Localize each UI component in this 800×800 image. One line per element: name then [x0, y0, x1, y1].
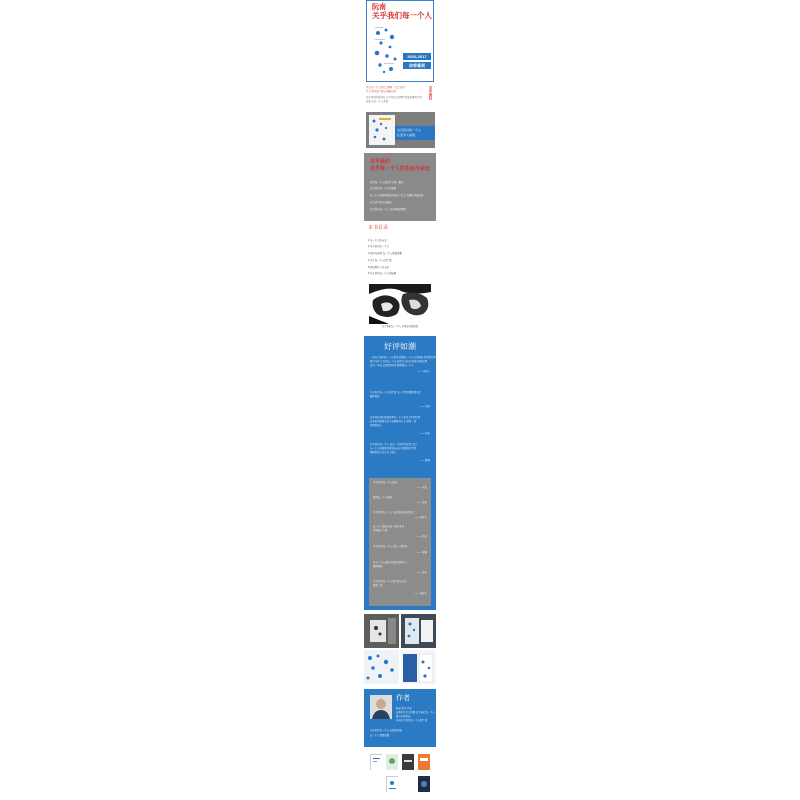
toc-title: 本书目录: [368, 225, 389, 231]
author-bio-line: 长期关注社会问题 关乎我们每一个人: [396, 711, 435, 714]
praise-gray-box: [369, 478, 431, 606]
promo-line: 社会 时代的主题 必须被记录: [366, 90, 397, 93]
promo-side-label: 关乎我们: [429, 86, 433, 100]
quote-source: —— 书评人: [414, 592, 427, 595]
author-section: [364, 689, 436, 747]
toc-item: 3 我们与世界 每一个人都很重要: [368, 252, 402, 255]
praise-quote: [370, 391, 430, 411]
quote-line: 推荐阅读: [373, 565, 383, 568]
quote-source: —— 媒体: [419, 459, 430, 462]
cover-art: [372, 25, 400, 75]
quote-line: 关乎我们每一个人 这是一本好书: [373, 545, 408, 548]
quote-line: 以及我们能够为这个世界做些什么 值得一读: [370, 420, 417, 423]
intro-section: [364, 153, 436, 221]
author-bio-line: 本书关乎我们每一个人的生活: [396, 719, 428, 722]
gray-quote: [373, 561, 427, 577]
related-book-cover: [387, 777, 398, 792]
praise-quote: [370, 443, 430, 471]
grid-photo-3: [364, 650, 399, 684]
related-book-cover: [386, 754, 398, 770]
intro-paragraph: 我们每一个人都是社会的一部分: [370, 181, 404, 184]
grid-photo-3-image: [364, 650, 399, 684]
gray-quote: [373, 481, 427, 493]
gray-quote: [373, 511, 427, 523]
intro-heading: 关乎我们: [370, 159, 391, 165]
grid-photo-2: [401, 614, 436, 648]
praise-quote: [370, 416, 430, 440]
quote-line: 这本书让我们重新思考每一个人在社会中的位置: [370, 416, 421, 419]
quote-source: —— 媒体: [416, 551, 427, 554]
toc-item: 6 关乎我们每一个人的选择: [368, 272, 397, 275]
intro-subheading: 关乎每一个人的生活与命运: [370, 166, 431, 172]
author-photo: [370, 695, 392, 719]
related-book-thumb[interactable]: [386, 754, 398, 770]
table-of-contents: [368, 225, 434, 281]
praise-quote: [370, 356, 441, 386]
author-extra-line: 关乎我们每一个人 从现在开始: [370, 729, 402, 732]
grid-photo-2-image: [401, 614, 436, 648]
quote-line: 深刻而动人: [370, 424, 382, 427]
related-book-thumb[interactable]: [370, 754, 382, 770]
grid-photo-1: [364, 614, 399, 648]
toc-item: 1 每一个人的未来: [368, 239, 387, 242]
promo-line: 关注我们所处的社会与生活 以及那些改变世界的力量: [366, 96, 422, 99]
author-extra-line: 每一个人都很重要: [370, 734, 390, 737]
grid-photo-1-image: [364, 614, 399, 648]
promo-line: 关乎每一个人的社会现象 一定会成为: [366, 86, 405, 89]
toc-item: 5 我们的社会与未来: [368, 266, 390, 269]
quote-line: 推荐给所有关心社会的人: [370, 451, 397, 454]
quote-source: —— 作家: [416, 535, 427, 538]
promo-side-text: [428, 86, 434, 110]
promo-block: [366, 86, 428, 110]
cover-author: 阮南: [372, 4, 386, 11]
praise-title: 好评如潮: [384, 342, 416, 351]
quote-line: 值得每一个人阅读: [373, 496, 393, 499]
quote-line: 每一个人都应该读一读这本书: [373, 525, 405, 528]
bw-photo: [369, 284, 431, 330]
related-book-cover: [418, 776, 430, 792]
quote-source: —— 读者: [416, 571, 427, 574]
book-cover: [366, 0, 434, 82]
quote-line: 关乎我们每一个人 这是一个时代的记录 也是: [370, 443, 417, 446]
quote-line: 一本关乎我们每一个人的书 值得每一个人认真阅读 思考我们所处的: [370, 356, 441, 359]
photo-caption: 关乎我们每一个人 从身边开始改变: [381, 325, 419, 328]
author-title: 作者: [396, 695, 410, 702]
cover-tag-bottom: 你将看到: [403, 62, 431, 69]
quote-line: 关乎我们每一个人 让我们重新认识社会: [373, 511, 415, 514]
banner-image: [369, 115, 395, 145]
author-bio-line: 著有多部作品: [396, 715, 411, 718]
grid-photo-4-image: [401, 650, 436, 684]
related-book-thumb[interactable]: [386, 776, 398, 792]
product-detail-strip: [364, 0, 441, 800]
related-book-thumb[interactable]: [418, 776, 430, 792]
quote-source: —— 书评人: [414, 516, 427, 519]
related-book-thumb[interactable]: [418, 754, 430, 770]
banner-line2: 让更多人看到: [397, 133, 416, 137]
related-book-cover: [418, 754, 430, 770]
quote-line: 从每一个人做起 改变我们的社会: [373, 561, 408, 564]
cover-tag-top: 2016-2017: [403, 53, 431, 60]
gray-quote: [373, 545, 427, 559]
toc-item: 2 关乎我们每一个人: [368, 245, 390, 248]
author-extra: [370, 729, 432, 741]
gray-quote: [373, 496, 427, 508]
gray-quote: [373, 525, 427, 541]
quote-source: —— 读者: [416, 501, 427, 504]
quote-line: 这是一本让人深思的好书 推荐给每一个人: [370, 364, 414, 367]
quote-source: —— 作家: [419, 432, 430, 435]
quote-line: 时代与社会 以及每一个人的责任 从自己开始 改变世界: [370, 360, 427, 363]
banner: [366, 112, 435, 148]
author-bio: [396, 707, 435, 725]
author-bio-line: 阮南 作家 学者: [396, 707, 412, 710]
promo-line: 改变 从每一个人开始: [366, 100, 389, 103]
quote-source: —— 读者: [416, 486, 427, 489]
cover-title: 关乎我们每一个人: [372, 11, 432, 20]
intro-paragraphs: [370, 181, 432, 217]
quote-line: 推荐阅读: [370, 395, 380, 398]
related-book-cover: [402, 754, 414, 770]
banner-line1: 关乎我们每一个人: [397, 128, 422, 132]
banner-text-bar: [395, 126, 435, 140]
quote-line: 关乎我们每一个人的书: [373, 481, 397, 484]
intro-paragraph: 关乎我们每一个人 让世界变得更好: [370, 208, 407, 211]
gray-quote: [373, 580, 427, 598]
related-book-cover: [371, 755, 382, 770]
quote-line: 关乎我们每一个人的生活 每一个细节都值得关注: [370, 391, 421, 394]
quote-line: 关乎我们每一个人的生活与未来: [373, 580, 407, 583]
intro-paragraph: 关乎我们每一个人的事情: [370, 187, 397, 190]
related-book-thumb[interactable]: [402, 754, 414, 770]
intro-paragraph: 从生活中的点滴做起: [370, 201, 392, 204]
grid-photo-4: [401, 650, 436, 684]
quote-source: —— 书评人: [417, 370, 430, 373]
quote-line: 每一个人的故事 我们都应该认真阅读并思考: [370, 447, 417, 450]
intro-paragraph: 每一个人的选择都在改变这个社会 从现在开始改变: [370, 194, 424, 197]
toc-item: 4 关乎每一个人的生活: [368, 259, 392, 262]
quote-line: 值得一读: [373, 584, 383, 587]
quote-line: 深刻而有力量: [373, 529, 388, 532]
bw-photo-image: [369, 284, 431, 324]
quote-source: —— 读者: [419, 405, 430, 408]
